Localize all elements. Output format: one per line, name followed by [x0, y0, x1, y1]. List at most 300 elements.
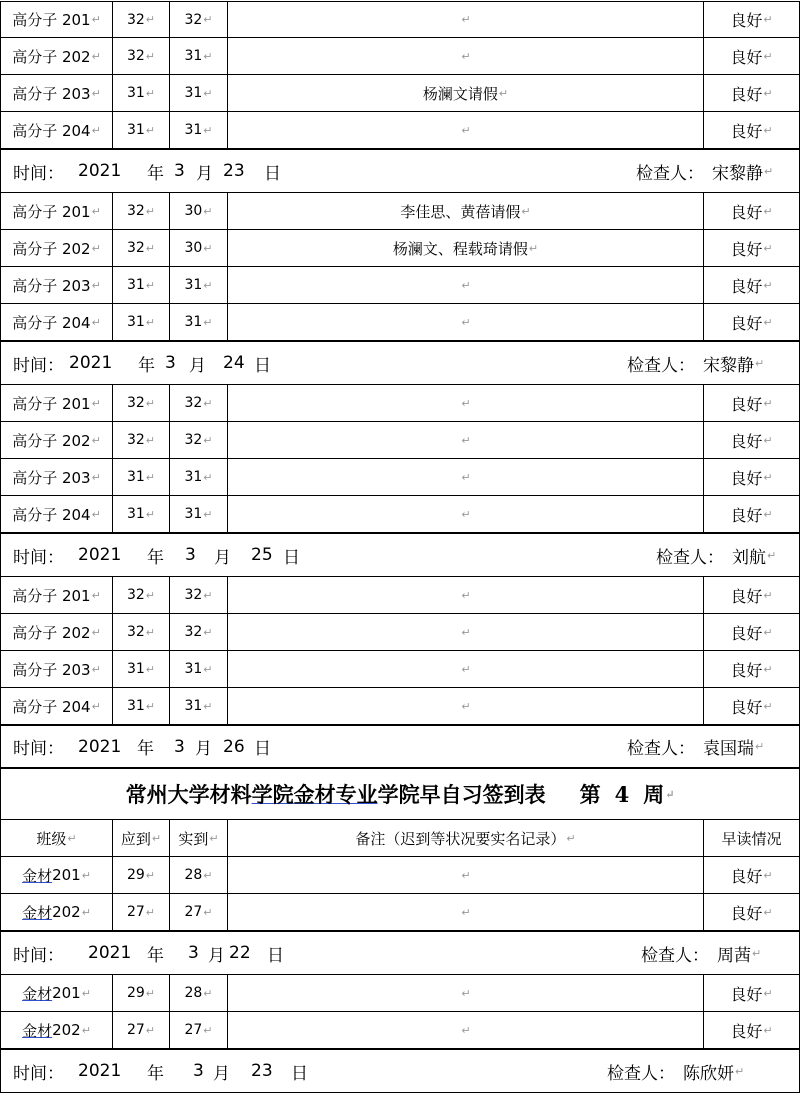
return-mark: ↵ — [461, 986, 471, 1000]
actual-count: 30 — [184, 240, 203, 256]
month: 3 — [185, 545, 196, 565]
month-unit: 月 — [208, 945, 225, 966]
return-mark: ↵ — [81, 868, 91, 882]
return-mark: ↵ — [461, 470, 471, 484]
due-count: 31 — [126, 506, 145, 522]
reading-status: 良好 — [730, 276, 763, 296]
class-cell — [0, 614, 112, 650]
return-mark: ↵ — [91, 433, 101, 447]
actual-count-cell — [169, 75, 227, 111]
return-mark: ↵ — [763, 662, 773, 676]
table-row — [0, 230, 800, 267]
due-count: 31 — [126, 661, 145, 677]
class-cell — [0, 112, 112, 148]
table-row — [0, 385, 800, 422]
table-row — [0, 496, 800, 533]
actual-count: 32 — [184, 587, 203, 603]
class-cell — [0, 459, 112, 495]
return-mark: ↵ — [763, 1023, 773, 1037]
table-row — [0, 975, 800, 1012]
return-mark: ↵ — [763, 470, 773, 484]
note-cell — [227, 230, 703, 266]
day-unit: 日 — [254, 739, 271, 759]
year: 2021 — [88, 943, 132, 963]
table-row — [0, 193, 800, 230]
table-row — [0, 422, 800, 459]
return-mark: ↵ — [461, 13, 471, 26]
note-cell — [227, 894, 703, 930]
class-name: 金材 — [22, 984, 53, 1003]
header-note-label: 备注（迟到等状况要实名记录） — [355, 829, 566, 848]
return-mark: ↵ — [461, 868, 471, 882]
return-mark: ↵ — [209, 831, 219, 845]
actual-count-cell — [169, 894, 227, 930]
return-mark: ↵ — [145, 204, 156, 218]
title-part: 学院早自习签到表 — [377, 782, 546, 807]
due-count-cell — [112, 688, 169, 724]
month: 3 — [188, 943, 199, 963]
reading-status: 良好 — [730, 431, 763, 451]
actual-count: 31 — [184, 48, 203, 64]
return-mark: ↵ — [91, 625, 101, 639]
return-mark: ↵ — [763, 86, 773, 100]
week-label: 第 — [579, 782, 601, 807]
class-name: 金材 — [22, 866, 53, 885]
table-row — [0, 857, 800, 894]
note-cell — [227, 614, 703, 650]
reading-status-cell — [703, 651, 800, 687]
class-cell — [0, 38, 112, 74]
due-count: 32 — [126, 11, 145, 28]
return-mark: ↵ — [91, 123, 101, 137]
class-name: 高分子 204 — [12, 121, 91, 140]
class-number: 201 — [52, 866, 81, 884]
note-cell — [227, 193, 703, 229]
reading-status-cell — [703, 975, 800, 1011]
header-actual — [169, 820, 227, 856]
reading-status: 良好 — [730, 1021, 763, 1041]
return-mark: ↵ — [763, 123, 773, 137]
return-mark: ↵ — [91, 86, 101, 100]
actual-count-cell — [169, 459, 227, 495]
return-mark: ↵ — [145, 315, 156, 329]
note-cell — [227, 577, 703, 613]
time-label: 时间： — [13, 739, 64, 759]
due-count-cell — [112, 651, 169, 687]
due-count: 31 — [126, 469, 145, 485]
due-count: 31 — [126, 698, 145, 714]
header-note — [227, 820, 703, 856]
class-name: 高分子 204 — [12, 505, 91, 524]
due-count-cell — [112, 459, 169, 495]
actual-count-cell — [169, 688, 227, 724]
return-mark: ↵ — [81, 986, 91, 1000]
return-mark: ↵ — [203, 49, 213, 63]
return-mark: ↵ — [763, 986, 773, 1000]
return-mark: ↵ — [145, 278, 156, 292]
year-unit: 年 — [147, 163, 164, 184]
return-mark: ↵ — [763, 699, 773, 713]
class-cell — [0, 75, 112, 111]
reading-status: 良好 — [730, 623, 763, 643]
note-cell — [227, 304, 703, 340]
day: 24 — [223, 353, 245, 373]
class-cell — [0, 975, 112, 1011]
note-text: 杨澜文请假 — [422, 84, 498, 103]
return-mark: ↵ — [203, 278, 213, 292]
year-unit: 年 — [147, 1063, 164, 1084]
class-name: 高分子 202 — [12, 623, 91, 642]
time-label: 时间： — [13, 1063, 64, 1084]
checker-name: 陈欣妍 — [683, 1063, 734, 1084]
due-count-cell — [112, 422, 169, 458]
actual-count: 31 — [184, 698, 203, 714]
actual-count-cell — [169, 496, 227, 532]
return-mark: ↵ — [203, 588, 213, 602]
time-label: 时间： — [13, 163, 64, 184]
reading-status-cell — [703, 2, 800, 37]
class-name: 高分子 202 — [12, 431, 91, 450]
date-checker-row — [0, 533, 800, 577]
note-cell — [227, 75, 703, 111]
table-row — [0, 459, 800, 496]
reading-status: 良好 — [730, 660, 763, 680]
actual-count-cell — [169, 651, 227, 687]
return-mark: ↵ — [145, 625, 156, 639]
reading-status-cell — [703, 459, 800, 495]
return-mark: ↵ — [752, 946, 762, 960]
note-cell — [227, 422, 703, 458]
sheet-title — [0, 768, 800, 820]
return-mark: ↵ — [461, 123, 471, 137]
class-cell — [0, 857, 112, 893]
class-cell — [0, 304, 112, 340]
note-cell — [227, 1012, 703, 1048]
month-unit: 月 — [189, 355, 206, 376]
return-mark: ↵ — [763, 625, 773, 639]
due-count-cell — [112, 894, 169, 930]
class-name: 金材 — [22, 903, 53, 922]
class-cell — [0, 894, 112, 930]
actual-count: 31 — [184, 661, 203, 677]
class-cell — [0, 577, 112, 613]
return-mark: ↵ — [203, 868, 213, 882]
reading-status-cell — [703, 577, 800, 613]
header-class-label: 班级 — [36, 829, 67, 848]
reading-status-cell — [703, 267, 800, 303]
actual-count: 31 — [184, 469, 203, 485]
return-mark: ↵ — [461, 588, 471, 602]
actual-count-cell — [169, 304, 227, 340]
actual-count: 28 — [184, 985, 203, 1001]
header-class — [0, 820, 112, 856]
note-cell — [227, 688, 703, 724]
class-number: 202 — [52, 1021, 81, 1039]
return-mark: ↵ — [763, 396, 773, 410]
return-mark: ↵ — [145, 986, 156, 1000]
reading-status: 良好 — [730, 202, 763, 222]
return-mark: ↵ — [91, 396, 101, 410]
return-mark: ↵ — [145, 396, 156, 410]
due-count-cell — [112, 857, 169, 893]
actual-count: 31 — [184, 122, 203, 138]
class-cell — [0, 2, 112, 37]
actual-count-cell — [169, 230, 227, 266]
class-cell — [0, 193, 112, 229]
actual-count-cell — [169, 38, 227, 74]
return-mark: ↵ — [755, 740, 765, 753]
table-row — [0, 267, 800, 304]
checker-name: 周茜 — [717, 945, 751, 966]
due-count: 27 — [126, 904, 145, 920]
year: 2021 — [78, 161, 122, 181]
class-name: 高分子 201 — [12, 586, 91, 605]
month-unit: 月 — [213, 1063, 230, 1084]
return-mark: ↵ — [203, 204, 213, 218]
return-mark: ↵ — [461, 49, 471, 63]
return-mark: ↵ — [203, 470, 213, 484]
due-count: 32 — [126, 624, 145, 640]
due-count: 32 — [126, 395, 145, 411]
month-unit: 月 — [195, 739, 212, 759]
return-mark: ↵ — [461, 1023, 471, 1037]
return-mark: ↵ — [145, 1023, 156, 1037]
class-name: 高分子 201 — [12, 11, 91, 29]
return-mark: ↵ — [91, 241, 101, 255]
reading-status: 良好 — [730, 984, 763, 1004]
return-mark: ↵ — [461, 278, 471, 292]
due-count-cell — [112, 112, 169, 148]
return-mark: ↵ — [145, 905, 156, 919]
return-mark: ↵ — [461, 905, 471, 919]
checker-label: 检查人： — [636, 163, 704, 184]
date-checker-row — [0, 1049, 800, 1093]
reading-status: 良好 — [730, 84, 763, 104]
table-row — [0, 112, 800, 149]
actual-count-cell — [169, 857, 227, 893]
return-mark: ↵ — [145, 123, 156, 137]
return-mark: ↵ — [203, 241, 213, 255]
note-cell — [227, 857, 703, 893]
class-cell — [0, 230, 112, 266]
return-mark: ↵ — [763, 278, 773, 292]
day: 23 — [251, 1061, 273, 1081]
checker-name: 宋黎静 — [712, 163, 763, 184]
due-count: 31 — [126, 314, 145, 330]
date-checker-row — [0, 931, 800, 975]
return-mark: ↵ — [528, 241, 539, 255]
reading-status-cell — [703, 496, 800, 532]
actual-count-cell — [169, 422, 227, 458]
return-mark: ↵ — [461, 396, 471, 410]
return-mark: ↵ — [763, 433, 773, 447]
class-name: 高分子 202 — [12, 47, 91, 66]
class-name: 高分子 204 — [12, 697, 91, 716]
note-cell — [227, 2, 703, 37]
return-mark: ↵ — [91, 662, 101, 676]
checker-label: 检查人： — [627, 355, 695, 376]
return-mark: ↵ — [764, 164, 774, 178]
class-cell — [0, 688, 112, 724]
month-unit: 月 — [196, 163, 213, 184]
time-label: 时间： — [13, 355, 64, 376]
actual-count: 32 — [184, 624, 203, 640]
time-label: 时间： — [13, 547, 64, 568]
reading-status: 良好 — [730, 394, 763, 414]
note-cell — [227, 459, 703, 495]
due-count: 32 — [126, 587, 145, 603]
due-count: 31 — [126, 277, 145, 293]
return-mark: ↵ — [461, 662, 471, 676]
reading-status-cell — [703, 112, 800, 148]
return-mark: ↵ — [763, 868, 773, 882]
return-mark: ↵ — [763, 204, 773, 218]
class-name: 高分子 203 — [12, 660, 91, 679]
year: 2021 — [78, 1061, 122, 1081]
due-count-cell — [112, 496, 169, 532]
due-count-cell — [112, 614, 169, 650]
note-cell — [227, 496, 703, 532]
return-mark: ↵ — [566, 831, 576, 845]
table-row — [0, 38, 800, 75]
return-mark: ↵ — [91, 588, 101, 602]
return-mark: ↵ — [145, 699, 156, 713]
reading-status-cell — [703, 193, 800, 229]
checker-label: 检查人： — [641, 945, 709, 966]
checker-name: 刘航 — [732, 547, 766, 568]
day-unit: 日 — [267, 945, 284, 966]
reading-status-cell — [703, 230, 800, 266]
note-cell — [227, 385, 703, 421]
actual-count: 30 — [184, 203, 203, 219]
return-mark: ↵ — [145, 433, 156, 447]
return-mark: ↵ — [145, 13, 156, 26]
table-header — [0, 820, 800, 857]
due-count: 32 — [126, 240, 145, 256]
class-cell — [0, 385, 112, 421]
year: 2021 — [78, 545, 122, 565]
return-mark: ↵ — [203, 986, 213, 1000]
return-mark: ↵ — [203, 625, 213, 639]
due-count-cell — [112, 38, 169, 74]
actual-count: 27 — [184, 904, 203, 920]
actual-count-cell — [169, 614, 227, 650]
return-mark: ↵ — [203, 433, 213, 447]
time-label: 时间： — [13, 945, 64, 966]
reading-status-cell — [703, 894, 800, 930]
class-number: 201 — [52, 984, 81, 1002]
reading-status-cell — [703, 75, 800, 111]
return-mark: ↵ — [665, 787, 675, 801]
due-count: 31 — [126, 85, 145, 101]
reading-status: 良好 — [730, 11, 763, 30]
return-mark: ↵ — [203, 662, 213, 676]
class-name: 高分子 204 — [12, 313, 91, 332]
return-mark: ↵ — [91, 13, 101, 26]
reading-status-cell — [703, 422, 800, 458]
actual-count-cell — [169, 975, 227, 1011]
return-mark: ↵ — [203, 396, 213, 410]
return-mark: ↵ — [767, 548, 777, 562]
reading-status-cell — [703, 304, 800, 340]
due-count-cell — [112, 230, 169, 266]
return-mark: ↵ — [763, 241, 773, 255]
table-row — [0, 894, 800, 931]
return-mark: ↵ — [461, 507, 471, 521]
return-mark: ↵ — [203, 507, 213, 521]
note-cell — [227, 38, 703, 74]
date-checker-row — [0, 725, 800, 768]
return-mark: ↵ — [203, 123, 213, 137]
due-count-cell — [112, 577, 169, 613]
week-number: 4 — [614, 781, 630, 807]
checker-name: 宋黎静 — [703, 355, 754, 376]
return-mark: ↵ — [91, 204, 101, 218]
note-text: 杨澜文、程载琦请假 — [392, 239, 528, 258]
reading-status-cell — [703, 38, 800, 74]
title-part: 常州大学材料 — [125, 782, 252, 807]
reading-status-cell — [703, 857, 800, 893]
due-count: 32 — [126, 48, 145, 64]
return-mark: ↵ — [145, 588, 156, 602]
class-name: 高分子 202 — [12, 239, 91, 258]
header-due — [112, 820, 169, 856]
return-mark: ↵ — [145, 662, 156, 676]
actual-count: 28 — [184, 867, 203, 883]
due-count: 32 — [126, 203, 145, 219]
return-mark: ↵ — [145, 49, 156, 63]
header-actual-label: 实到 — [178, 829, 209, 848]
note-text: 李佳思、黄蓓请假 — [400, 202, 521, 221]
table-row — [0, 577, 800, 614]
reading-status-cell — [703, 688, 800, 724]
table-row — [0, 304, 800, 341]
note-cell — [227, 651, 703, 687]
return-mark: ↵ — [91, 507, 101, 521]
due-count: 29 — [126, 985, 145, 1001]
return-mark: ↵ — [763, 588, 773, 602]
return-mark: ↵ — [461, 699, 471, 713]
week-unit: 周 — [643, 782, 665, 807]
return-mark: ↵ — [145, 868, 156, 882]
class-cell — [0, 267, 112, 303]
table-row — [0, 614, 800, 651]
year: 2021 — [78, 736, 122, 757]
due-count-cell — [112, 385, 169, 421]
due-count-cell — [112, 193, 169, 229]
return-mark: ↵ — [203, 315, 213, 329]
class-name: 高分子 201 — [12, 394, 91, 413]
due-count-cell — [112, 2, 169, 37]
header-status — [703, 820, 800, 856]
return-mark: ↵ — [461, 625, 471, 639]
reading-status: 良好 — [730, 903, 763, 923]
due-count: 27 — [126, 1022, 145, 1038]
return-mark: ↵ — [763, 507, 773, 521]
due-count: 29 — [126, 867, 145, 883]
month: 3 — [174, 161, 185, 181]
actual-count-cell — [169, 193, 227, 229]
reading-status: 良好 — [730, 468, 763, 488]
actual-count-cell — [169, 385, 227, 421]
return-mark: ↵ — [91, 49, 101, 63]
checker-name: 袁国瑞 — [703, 739, 754, 759]
actual-count: 32 — [184, 11, 203, 28]
return-mark: ↵ — [763, 905, 773, 919]
return-mark: ↵ — [763, 49, 773, 63]
reading-status: 良好 — [730, 121, 763, 141]
day-unit: 日 — [291, 1063, 308, 1084]
